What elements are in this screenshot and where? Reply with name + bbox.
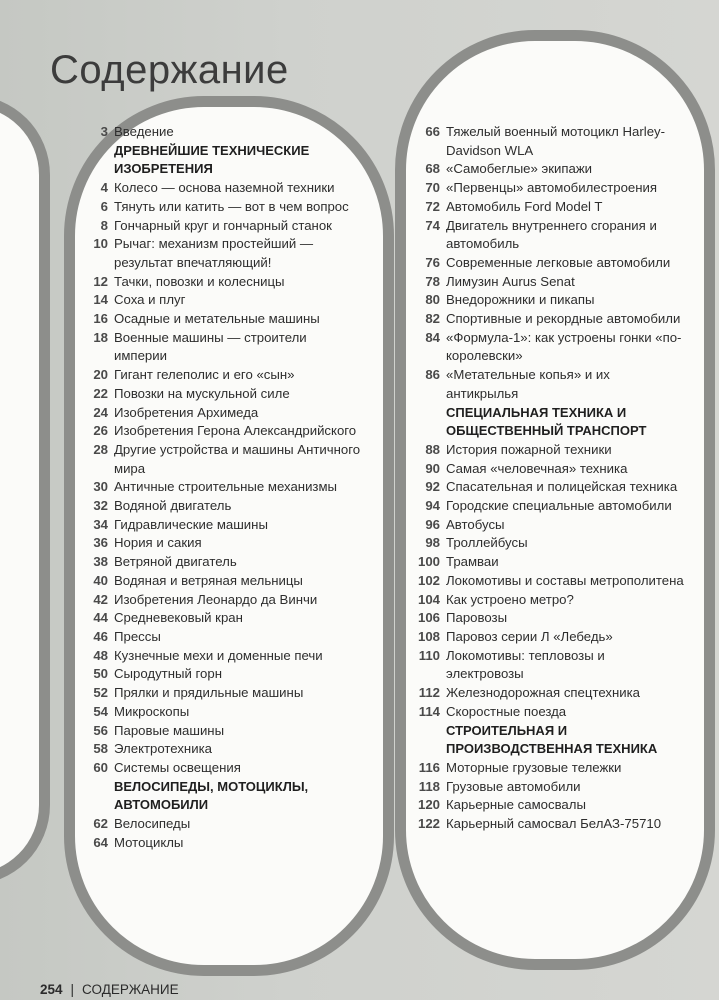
toc-page-number: 80: [425, 292, 440, 308]
toc-entry: [72, 684, 362, 703]
toc-entry-title: Локомотивы и составы метрополитена: [446, 572, 684, 588]
toc-entry-title: Городские специальные автомобили: [446, 498, 672, 514]
toc-page-number: 82: [425, 311, 440, 327]
toc-entry: [72, 740, 362, 759]
toc-page-number: 54: [93, 703, 108, 719]
section-title: СПЕЦИАЛЬНАЯ ТЕХНИКА И ОБЩЕСТВЕННЫЙ ТРАНСПОРТ: [446, 404, 647, 439]
toc-entry: [404, 478, 684, 497]
section-indent: [404, 722, 446, 759]
toc-entry-title: Водяная и ветряная мельницы: [114, 572, 303, 588]
toc-entry-title: Электротехника: [114, 741, 212, 757]
toc-page-number: 30: [93, 479, 108, 495]
toc-page-number: 116: [418, 759, 440, 775]
toc-page-number: 70: [425, 180, 440, 196]
toc-entry: [72, 385, 362, 404]
toc-entry: [72, 534, 362, 553]
toc-entry: [404, 160, 684, 179]
toc-entry: [72, 422, 362, 441]
toc-page-number: 118: [418, 778, 440, 794]
toc-column-left: [72, 123, 362, 852]
toc-entry: [72, 815, 362, 834]
toc-entry-title: Повозки на мускульной силе: [114, 385, 290, 401]
toc-entry: [72, 759, 362, 778]
toc-page-number: 40: [93, 572, 108, 588]
toc-page-number: 86: [425, 367, 440, 383]
toc-entry-title: «Самобеглые» экипажи: [446, 161, 593, 177]
toc-page-number: 44: [93, 610, 108, 626]
toc-entry: [404, 254, 684, 273]
section-title: СТРОИТЕЛЬНАЯ И ПРОИЗВОДСТВЕННАЯ ТЕХНИКА: [446, 722, 658, 757]
toc-page-number: 42: [93, 591, 108, 607]
toc-column-right: [404, 123, 684, 834]
footer-section-name: СОДЕРЖАНИЕ: [82, 982, 179, 997]
section-title: ВЕЛОСИПЕДЫ, МОТОЦИКЛЫ, АВТОМОБИЛИ: [114, 778, 309, 813]
toc-page-number: 22: [93, 385, 108, 401]
toc-entry: [404, 516, 684, 535]
toc-page-number: 8: [100, 217, 108, 233]
toc-page-number: 62: [93, 816, 108, 832]
toc-entry-title: «Метательные копья» и их антикрылья: [446, 367, 610, 401]
toc-page-number: 18: [93, 329, 108, 345]
toc-page-number: 66: [425, 124, 440, 139]
toc-entry-title: Античные строительные механизмы: [114, 479, 338, 495]
toc-page-number: 100: [417, 554, 440, 570]
toc-page-number: 60: [93, 759, 108, 775]
section-indent: [72, 778, 114, 815]
toc-page-number: 84: [425, 329, 440, 345]
toc-page-number: 76: [425, 254, 440, 270]
toc-entry-title: Как устроено метро?: [446, 591, 574, 607]
toc-page-number: 94: [425, 498, 440, 514]
toc-page-number: 12: [93, 273, 108, 289]
toc-entry: [404, 591, 684, 610]
toc-page-number: 108: [417, 628, 440, 644]
toc-entry-title: Самая «человечная» техника: [446, 460, 628, 476]
page-title: Содержание: [50, 48, 289, 92]
toc-entry: [72, 665, 362, 684]
toc-page-number: 104: [417, 591, 440, 607]
section-indent: [72, 142, 114, 179]
toc-entry: [404, 366, 684, 403]
toc-entry-title: Кузнечные мехи и доменные печи: [114, 647, 323, 663]
toc-entry: [72, 291, 362, 310]
toc-entry-title: Моторные грузовые тележки: [446, 759, 622, 775]
toc-entry-title: Прялки и прядильные машины: [114, 685, 304, 701]
toc-page-number: 4: [100, 180, 108, 196]
toc-entry: [72, 366, 362, 385]
toc-page-number: 52: [93, 685, 108, 701]
toc-page-number: 110: [418, 647, 440, 663]
toc-entry-title: Военные машины — строители империи: [114, 329, 307, 364]
toc-entry-title: Другие устройства и машины Античного мира: [114, 441, 361, 476]
toc-entry: [404, 628, 684, 647]
toc-entry: [404, 198, 684, 217]
toc-entry: [72, 404, 362, 423]
toc-page-number: 34: [93, 516, 108, 532]
toc-entry: [72, 179, 362, 198]
section-title: ДРЕВНЕЙШИЕ ТЕХНИЧЕСКИЕ ИЗОБРЕТЕНИЯ: [114, 142, 310, 177]
toc-page-number: 58: [93, 741, 108, 757]
toc-entry-title: Двигатель внутреннего сгорания и автомобиль: [446, 217, 657, 252]
toc-entry-title: Велосипеды: [114, 816, 191, 832]
toc-entry-title: Скоростные поезда: [446, 703, 567, 719]
toc-page-number: 68: [425, 161, 440, 177]
toc-entry: [404, 291, 684, 310]
toc-entry-title: Локомотивы: тепловозы и электровозы: [446, 647, 605, 682]
toc-entry: [404, 329, 684, 366]
decorative-frame-left: [0, 95, 50, 885]
toc-entry: [72, 834, 362, 853]
toc-entry-title: Автобусы: [446, 516, 505, 532]
page-number: 254: [40, 982, 63, 997]
toc-page-number: 122: [417, 816, 440, 832]
toc-entry-title: Соха и плуг: [114, 292, 186, 308]
toc-page-number: 10: [93, 236, 108, 252]
toc-entry: [72, 235, 362, 272]
toc-entry-title: Микроскопы: [114, 703, 190, 719]
toc-page-number: 14: [93, 292, 108, 308]
toc-page-number: 56: [93, 722, 108, 738]
toc-entry: [72, 497, 362, 516]
toc-entry-title: Трамваи: [446, 554, 499, 570]
toc-entry: [404, 684, 684, 703]
toc-page-number: 96: [425, 516, 440, 532]
toc-page-number: 28: [93, 441, 108, 457]
toc-entry: [404, 553, 684, 572]
toc-entry-title: Паровые машины: [114, 722, 225, 738]
toc-entry-title: Спортивные и рекордные автомобили: [446, 311, 681, 327]
toc-entry-title: Спасательная и полицейская техника: [446, 479, 678, 495]
toc-page-number: 24: [93, 404, 108, 420]
toc-entry: [404, 179, 684, 198]
toc-page-number: 6: [100, 198, 108, 214]
page-footer: [40, 982, 179, 997]
toc-entry: [404, 759, 684, 778]
toc-entry: [72, 722, 362, 741]
toc-section-heading: [72, 778, 362, 815]
toc-entry-title: Изобретения Леонардо да Винчи: [114, 591, 318, 607]
toc-page-number: 36: [93, 535, 108, 551]
toc-page-number: 98: [425, 535, 440, 551]
toc-entry-title: «Формула-1»: как устроены гонки «по-королевски»: [446, 329, 682, 364]
toc-section-heading: [72, 142, 362, 179]
toc-entry: [404, 703, 684, 722]
toc-entry-title: Паровоз серии Л «Лебедь»: [446, 628, 613, 644]
toc-page-number: 90: [425, 460, 440, 476]
toc-entry-title: Лимузин Aurus Senat: [446, 273, 575, 289]
toc-entry-title: Изобретения Герона Александрийского: [114, 423, 357, 439]
toc-page-number: 112: [418, 685, 440, 701]
toc-page-number: 88: [425, 441, 440, 457]
toc-page-number: 38: [93, 554, 108, 570]
toc-entry: [404, 460, 684, 479]
toc-entry: [72, 572, 362, 591]
toc-entry: [404, 796, 684, 815]
toc-entry-title: «Первенцы» автомобилестроения: [446, 180, 658, 196]
toc-entry: [404, 647, 684, 684]
toc-page-number: 46: [93, 628, 108, 644]
toc-entry-title: Колесо — основа наземной техники: [114, 180, 335, 196]
toc-section-heading: [404, 722, 684, 759]
toc-entry-title: Изобретения Архимеда: [114, 404, 259, 420]
toc-entry: [72, 198, 362, 217]
toc-page-number: 64: [93, 834, 108, 850]
toc-entry-title: Карьерный самосвал БелАЗ-75710: [446, 816, 662, 832]
toc-page-number: 74: [425, 217, 440, 233]
toc-page-number: 106: [417, 610, 440, 626]
toc-entry-title: Грузовые автомобили: [446, 778, 581, 794]
section-indent: [404, 404, 446, 441]
toc-entry-title: Троллейбусы: [446, 535, 528, 551]
toc-entry: [72, 553, 362, 572]
toc-entry: [404, 441, 684, 460]
toc-entry: [404, 534, 684, 553]
toc-page-number: 32: [93, 498, 108, 514]
toc-entry: [72, 703, 362, 722]
toc-entry-title: Современные легковые автомобили: [446, 254, 671, 270]
toc-page-number: 26: [93, 423, 108, 439]
toc-entry: [72, 591, 362, 610]
toc-entry-title: Введение: [114, 124, 174, 139]
toc-entry-title: Рычаг: механизм простейший — результат впечатляющий!: [114, 236, 314, 270]
toc-entry-title: Мотоциклы: [114, 834, 184, 850]
toc-page-number: 120: [417, 797, 440, 813]
toc-entry: [72, 310, 362, 329]
toc-entry-title: Прессы: [114, 628, 161, 644]
toc-entry: [404, 778, 684, 797]
toc-page-number: 48: [93, 647, 108, 663]
toc-entry-title: Осадные и метательные машины: [114, 311, 320, 327]
toc-page-number: 78: [425, 273, 440, 289]
toc-entry: [72, 217, 362, 236]
toc-entry-title: Гигант гелеполис и его «сын»: [114, 367, 295, 383]
toc-entry: [404, 123, 684, 160]
toc-entry-title: Средневековый кран: [114, 610, 243, 626]
toc-entry: [404, 273, 684, 292]
toc-entry: [404, 497, 684, 516]
toc-entry-title: Ветряной двигатель: [114, 554, 237, 570]
toc-entry: [404, 609, 684, 628]
toc-entry-title: Паровозы: [446, 610, 508, 626]
toc-page-number: 16: [93, 311, 108, 327]
toc-entry: [72, 628, 362, 647]
toc-page-number: 50: [93, 666, 108, 682]
toc-entry-title: Гончарный круг и гончарный станок: [114, 217, 332, 233]
toc-page-number: 92: [425, 479, 440, 495]
toc-entry-title: Водяной двигатель: [114, 498, 232, 514]
toc-entry: [72, 441, 362, 478]
toc-entry: [404, 815, 684, 834]
toc-entry-title: Тачки, повозки и колесницы: [114, 273, 285, 289]
toc-entry: [72, 273, 362, 292]
toc-page-number: 3: [100, 124, 108, 139]
toc-entry: [72, 647, 362, 666]
toc-entry-title: Нория и сакия: [114, 535, 202, 551]
toc-entry-title: Железнодорожная спецтехника: [446, 685, 641, 701]
toc-page-number: 72: [425, 198, 440, 214]
toc-page-number: 114: [418, 703, 440, 719]
toc-entry: [404, 310, 684, 329]
toc-entry-title: История пожарной техники: [446, 441, 612, 457]
toc-entry: [72, 123, 362, 142]
toc-entry: [404, 572, 684, 591]
toc-entry-title: Автомобиль Ford Model T: [446, 198, 603, 214]
toc-entry-title: Внедорожники и пикапы: [446, 292, 595, 308]
toc-entry: [404, 217, 684, 254]
toc-page-number: 20: [93, 367, 108, 383]
toc-entry: [72, 478, 362, 497]
toc-entry-title: Карьерные самосвалы: [446, 797, 586, 813]
toc-entry-title: Тяжелый военный мотоцикл Harley-Davidson WLA: [446, 124, 666, 158]
toc-entry: [72, 609, 362, 628]
toc-entry: [72, 329, 362, 366]
toc-entry-title: Системы освещения: [114, 759, 241, 775]
toc-entry-title: Гидравлические машины: [114, 516, 268, 532]
toc-section-heading: [404, 404, 684, 441]
toc-page-number: 102: [417, 572, 440, 588]
toc-entry: [72, 516, 362, 535]
footer-separator: |: [70, 982, 75, 997]
toc-entry-title: Сыродутный горн: [114, 666, 222, 682]
toc-entry-title: Тянуть или катить — вот в чем вопрос: [114, 198, 349, 214]
